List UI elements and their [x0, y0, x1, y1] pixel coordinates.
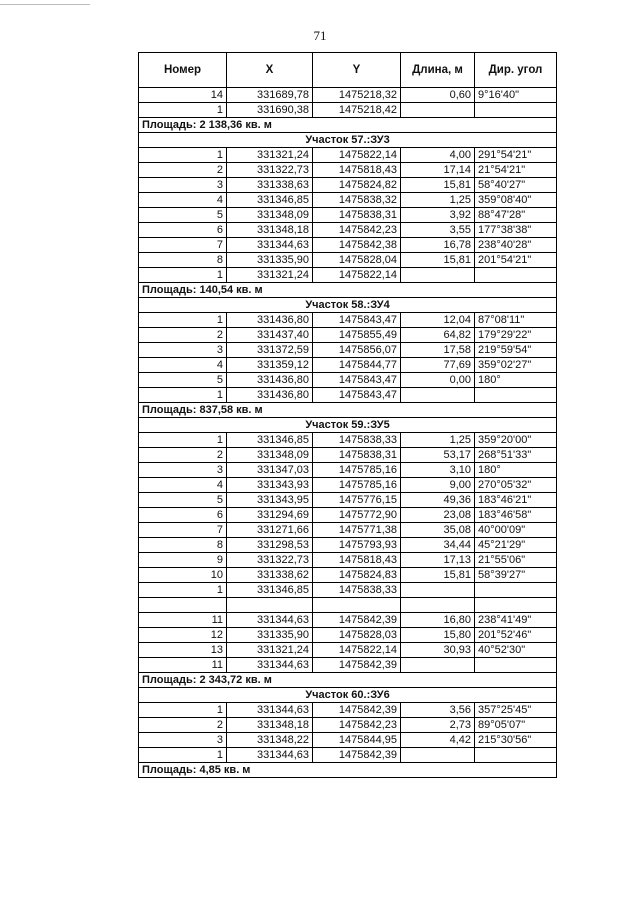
point-number-cell: 5: [139, 373, 227, 388]
point-number-cell: 2: [139, 448, 227, 463]
x-coordinate-cell: 331437,40: [227, 328, 313, 343]
table-row: [139, 148, 557, 163]
y-coordinate-cell: 1475824,83: [313, 568, 401, 583]
area-summary: Площадь: 4,85 кв. м: [139, 763, 557, 778]
point-number-cell: 1: [139, 313, 227, 328]
bearing-cell: 201°52'46": [475, 628, 557, 643]
y-coordinate-cell: 1475842,39: [313, 658, 401, 673]
bearing-cell: 359°20'00": [475, 433, 557, 448]
length-cell: 1,25: [401, 433, 475, 448]
point-number-cell: [139, 598, 227, 613]
length-cell: 3,10: [401, 463, 475, 478]
point-number-cell: 1: [139, 748, 227, 763]
length-cell: 0,60: [401, 88, 475, 103]
length-cell: 49,36: [401, 493, 475, 508]
x-coordinate-cell: 331335,90: [227, 253, 313, 268]
table-row: [139, 178, 557, 193]
y-coordinate-cell: 1475785,16: [313, 478, 401, 493]
length-cell: 15,81: [401, 253, 475, 268]
point-number-cell: 14: [139, 88, 227, 103]
table-row: [139, 508, 557, 523]
point-number-cell: 10: [139, 568, 227, 583]
point-number-cell: 3: [139, 463, 227, 478]
length-cell: 77,69: [401, 358, 475, 373]
bearing-cell: 21°55'06": [475, 553, 557, 568]
y-coordinate-cell: 1475793,93: [313, 538, 401, 553]
length-cell: [401, 748, 475, 763]
bearing-cell: 58°39'27": [475, 568, 557, 583]
bearing-cell: [475, 748, 557, 763]
bearing-cell: 357°25'45": [475, 703, 557, 718]
table-row: [139, 253, 557, 268]
y-coordinate-cell: 1475771,38: [313, 523, 401, 538]
y-coordinate-cell: 1475838,31: [313, 208, 401, 223]
length-cell: 15,80: [401, 628, 475, 643]
point-number-cell: 1: [139, 148, 227, 163]
length-cell: 30,93: [401, 643, 475, 658]
x-coordinate-cell: 331271,66: [227, 523, 313, 538]
length-cell: 17,58: [401, 343, 475, 358]
bearing-cell: 183°46'58": [475, 508, 557, 523]
parcel-heading-row: [139, 418, 557, 433]
length-cell: [401, 103, 475, 118]
length-cell: 35,08: [401, 523, 475, 538]
x-coordinate-cell: 331338,63: [227, 178, 313, 193]
length-cell: 23,08: [401, 508, 475, 523]
y-coordinate-cell: 1475844,95: [313, 733, 401, 748]
bearing-cell: 179°29'22": [475, 328, 557, 343]
length-cell: 3,55: [401, 223, 475, 238]
column-header-number: Номер: [139, 53, 227, 88]
parcel-title: Участок 57.:ЗУ3: [139, 133, 557, 148]
y-coordinate-cell: 1475828,03: [313, 628, 401, 643]
point-number-cell: 5: [139, 493, 227, 508]
point-number-cell: 4: [139, 193, 227, 208]
x-coordinate-cell: 331335,90: [227, 628, 313, 643]
table-row: [139, 103, 557, 118]
point-number-cell: 12: [139, 628, 227, 643]
y-coordinate-cell: 1475824,82: [313, 178, 401, 193]
table-row: [139, 658, 557, 673]
parcel-title: Участок 58.:ЗУ4: [139, 298, 557, 313]
bearing-cell: 359°08'40": [475, 193, 557, 208]
x-coordinate-cell: 331344,63: [227, 703, 313, 718]
bearing-cell: [475, 583, 557, 598]
table-row: [139, 238, 557, 253]
point-number-cell: 9: [139, 553, 227, 568]
table-row: [139, 268, 557, 283]
parcel-heading-row: [139, 688, 557, 703]
point-number-cell: 1: [139, 268, 227, 283]
y-coordinate-cell: 1475838,32: [313, 193, 401, 208]
bearing-cell: 238°41'49": [475, 613, 557, 628]
y-coordinate-cell: 1475855,49: [313, 328, 401, 343]
point-number-cell: 7: [139, 523, 227, 538]
x-coordinate-cell: 331298,53: [227, 538, 313, 553]
bearing-cell: 215°30'56": [475, 733, 557, 748]
x-coordinate-cell: 331436,80: [227, 388, 313, 403]
bearing-cell: 177°38'38": [475, 223, 557, 238]
length-cell: 12,04: [401, 313, 475, 328]
area-summary-row: [139, 118, 557, 133]
bearing-cell: 183°46'21": [475, 493, 557, 508]
area-summary: Площадь: 837,58 кв. м: [139, 403, 557, 418]
table-row: [139, 553, 557, 568]
length-cell: 15,81: [401, 568, 475, 583]
bearing-cell: 58°40'27": [475, 178, 557, 193]
table-row: [139, 208, 557, 223]
point-number-cell: 1: [139, 433, 227, 448]
coordinates-table: [138, 52, 557, 778]
table-row: [139, 733, 557, 748]
length-cell: 17,14: [401, 163, 475, 178]
length-cell: 34,44: [401, 538, 475, 553]
parcel-title: Участок 59.:ЗУ5: [139, 418, 557, 433]
x-coordinate-cell: 331338,62: [227, 568, 313, 583]
table-row: [139, 193, 557, 208]
point-number-cell: 11: [139, 613, 227, 628]
table-row: [139, 343, 557, 358]
x-coordinate-cell: 331344,63: [227, 658, 313, 673]
y-coordinate-cell: 1475818,43: [313, 553, 401, 568]
bearing-cell: 219°59'54": [475, 343, 557, 358]
point-number-cell: 4: [139, 478, 227, 493]
parcel-title: Участок 60.:ЗУ6: [139, 688, 557, 703]
length-cell: [401, 388, 475, 403]
table-row: [139, 433, 557, 448]
y-coordinate-cell: 1475218,32: [313, 88, 401, 103]
x-coordinate-cell: 331346,85: [227, 193, 313, 208]
point-number-cell: 3: [139, 343, 227, 358]
length-cell: 15,81: [401, 178, 475, 193]
y-coordinate-cell: 1475842,39: [313, 703, 401, 718]
x-coordinate-cell: 331321,24: [227, 148, 313, 163]
table-row: [139, 703, 557, 718]
bearing-cell: 180°: [475, 373, 557, 388]
page-number: 71: [313, 28, 327, 43]
point-number-cell: 6: [139, 223, 227, 238]
table-row: [139, 328, 557, 343]
y-coordinate-cell: [313, 598, 401, 613]
bearing-cell: 21°54'21": [475, 163, 557, 178]
x-coordinate-cell: 331348,22: [227, 733, 313, 748]
length-cell: 17,13: [401, 553, 475, 568]
x-coordinate-cell: 331344,63: [227, 748, 313, 763]
bearing-cell: 40°52'30": [475, 643, 557, 658]
x-coordinate-cell: 331348,09: [227, 448, 313, 463]
y-coordinate-cell: 1475842,39: [313, 613, 401, 628]
area-summary-row: [139, 403, 557, 418]
y-coordinate-cell: 1475842,38: [313, 238, 401, 253]
point-number-cell: 2: [139, 328, 227, 343]
x-coordinate-cell: 331322,73: [227, 163, 313, 178]
point-number-cell: 3: [139, 733, 227, 748]
point-number-cell: 8: [139, 253, 227, 268]
bearing-cell: 88°47'28": [475, 208, 557, 223]
bearing-cell: 9°16'40": [475, 88, 557, 103]
point-number-cell: 1: [139, 583, 227, 598]
point-number-cell: 6: [139, 508, 227, 523]
x-coordinate-cell: 331348,09: [227, 208, 313, 223]
bearing-cell: [475, 103, 557, 118]
column-header-y: Y: [313, 53, 401, 88]
y-coordinate-cell: 1475842,23: [313, 718, 401, 733]
table-row: [139, 613, 557, 628]
table-row: [139, 748, 557, 763]
bearing-cell: 238°40'28": [475, 238, 557, 253]
x-coordinate-cell: 331348,18: [227, 718, 313, 733]
length-cell: [401, 598, 475, 613]
bearing-cell: [475, 598, 557, 613]
y-coordinate-cell: 1475856,07: [313, 343, 401, 358]
bearing-cell: 180°: [475, 463, 557, 478]
x-coordinate-cell: 331343,95: [227, 493, 313, 508]
table-row: [139, 493, 557, 508]
length-cell: 53,17: [401, 448, 475, 463]
table-row: [139, 643, 557, 658]
point-number-cell: 1: [139, 103, 227, 118]
y-coordinate-cell: 1475842,23: [313, 223, 401, 238]
bearing-cell: [475, 388, 557, 403]
table-row: [139, 583, 557, 598]
parcel-heading-row: [139, 298, 557, 313]
table-row: [139, 358, 557, 373]
x-coordinate-cell: [227, 598, 313, 613]
table-row: [139, 163, 557, 178]
point-number-cell: 5: [139, 208, 227, 223]
y-coordinate-cell: 1475785,16: [313, 463, 401, 478]
bearing-cell: 201°54'21": [475, 253, 557, 268]
table-row: [139, 223, 557, 238]
x-coordinate-cell: 331359,12: [227, 358, 313, 373]
length-cell: 4,42: [401, 733, 475, 748]
parcel-heading-row: [139, 133, 557, 148]
y-coordinate-cell: 1475844,77: [313, 358, 401, 373]
y-coordinate-cell: 1475838,31: [313, 448, 401, 463]
table-row: [139, 463, 557, 478]
y-coordinate-cell: 1475818,43: [313, 163, 401, 178]
bearing-cell: 87°08'11": [475, 313, 557, 328]
bearing-cell: 359°02'27": [475, 358, 557, 373]
table-row: [139, 388, 557, 403]
y-coordinate-cell: 1475822,14: [313, 643, 401, 658]
area-summary: Площадь: 2 343,72 кв. м: [139, 673, 557, 688]
y-coordinate-cell: 1475218,42: [313, 103, 401, 118]
table-row: [139, 478, 557, 493]
table-row: [139, 448, 557, 463]
table-row: [139, 313, 557, 328]
y-coordinate-cell: 1475843,47: [313, 373, 401, 388]
x-coordinate-cell: 331346,85: [227, 433, 313, 448]
length-cell: 64,82: [401, 328, 475, 343]
x-coordinate-cell: 331690,38: [227, 103, 313, 118]
x-coordinate-cell: 331343,93: [227, 478, 313, 493]
length-cell: [401, 583, 475, 598]
x-coordinate-cell: 331348,18: [227, 223, 313, 238]
y-coordinate-cell: 1475843,47: [313, 313, 401, 328]
x-coordinate-cell: 331322,73: [227, 553, 313, 568]
bearing-cell: 45°21'29": [475, 538, 557, 553]
y-coordinate-cell: 1475776,15: [313, 493, 401, 508]
table-row: [139, 718, 557, 733]
length-cell: 16,80: [401, 613, 475, 628]
point-number-cell: 2: [139, 163, 227, 178]
y-coordinate-cell: 1475838,33: [313, 583, 401, 598]
scan-artifact-line: [0, 4, 90, 5]
y-coordinate-cell: 1475822,14: [313, 268, 401, 283]
length-cell: [401, 658, 475, 673]
x-coordinate-cell: 331436,80: [227, 373, 313, 388]
length-cell: 1,25: [401, 193, 475, 208]
column-header-length: Длина, м: [401, 53, 475, 88]
table-row: [139, 598, 557, 613]
column-header-x: X: [227, 53, 313, 88]
bearing-cell: [475, 658, 557, 673]
table-row: [139, 373, 557, 388]
table-row: [139, 88, 557, 103]
area-summary-row: [139, 673, 557, 688]
area-summary: Площадь: 140,54 кв. м: [139, 283, 557, 298]
point-number-cell: 2: [139, 718, 227, 733]
point-number-cell: 13: [139, 643, 227, 658]
length-cell: 9,00: [401, 478, 475, 493]
x-coordinate-cell: 331344,63: [227, 238, 313, 253]
length-cell: 3,56: [401, 703, 475, 718]
length-cell: 4,00: [401, 148, 475, 163]
x-coordinate-cell: 331294,69: [227, 508, 313, 523]
point-number-cell: 3: [139, 178, 227, 193]
bearing-cell: 89°05'07": [475, 718, 557, 733]
bearing-cell: [475, 268, 557, 283]
point-number-cell: 1: [139, 388, 227, 403]
bearing-cell: 40°00'09": [475, 523, 557, 538]
y-coordinate-cell: 1475822,14: [313, 148, 401, 163]
length-cell: 3,92: [401, 208, 475, 223]
length-cell: [401, 268, 475, 283]
point-number-cell: 4: [139, 358, 227, 373]
table-row: [139, 538, 557, 553]
y-coordinate-cell: 1475843,47: [313, 388, 401, 403]
area-summary: Площадь: 2 138,36 кв. м: [139, 118, 557, 133]
x-coordinate-cell: 331346,85: [227, 583, 313, 598]
bearing-cell: 291°54'21": [475, 148, 557, 163]
column-header-bearing: Дир. угол: [475, 53, 557, 88]
table-row: [139, 628, 557, 643]
length-cell: 2,73: [401, 718, 475, 733]
table-row: [139, 523, 557, 538]
y-coordinate-cell: 1475842,39: [313, 748, 401, 763]
table-body: [139, 88, 557, 778]
x-coordinate-cell: 331689,78: [227, 88, 313, 103]
x-coordinate-cell: 331344,63: [227, 613, 313, 628]
length-cell: 16,78: [401, 238, 475, 253]
x-coordinate-cell: 331347,03: [227, 463, 313, 478]
table-header-row: [139, 53, 557, 88]
table-row: [139, 568, 557, 583]
bearing-cell: 268°51'33": [475, 448, 557, 463]
point-number-cell: 8: [139, 538, 227, 553]
y-coordinate-cell: 1475838,33: [313, 433, 401, 448]
y-coordinate-cell: 1475828,04: [313, 253, 401, 268]
y-coordinate-cell: 1475772,90: [313, 508, 401, 523]
point-number-cell: 11: [139, 658, 227, 673]
point-number-cell: 7: [139, 238, 227, 253]
x-coordinate-cell: 331321,24: [227, 268, 313, 283]
bearing-cell: 270°05'32": [475, 478, 557, 493]
area-summary-row: [139, 763, 557, 778]
point-number-cell: 1: [139, 703, 227, 718]
x-coordinate-cell: 331436,80: [227, 313, 313, 328]
x-coordinate-cell: 331372,59: [227, 343, 313, 358]
x-coordinate-cell: 331321,24: [227, 643, 313, 658]
length-cell: 0,00: [401, 373, 475, 388]
area-summary-row: [139, 283, 557, 298]
